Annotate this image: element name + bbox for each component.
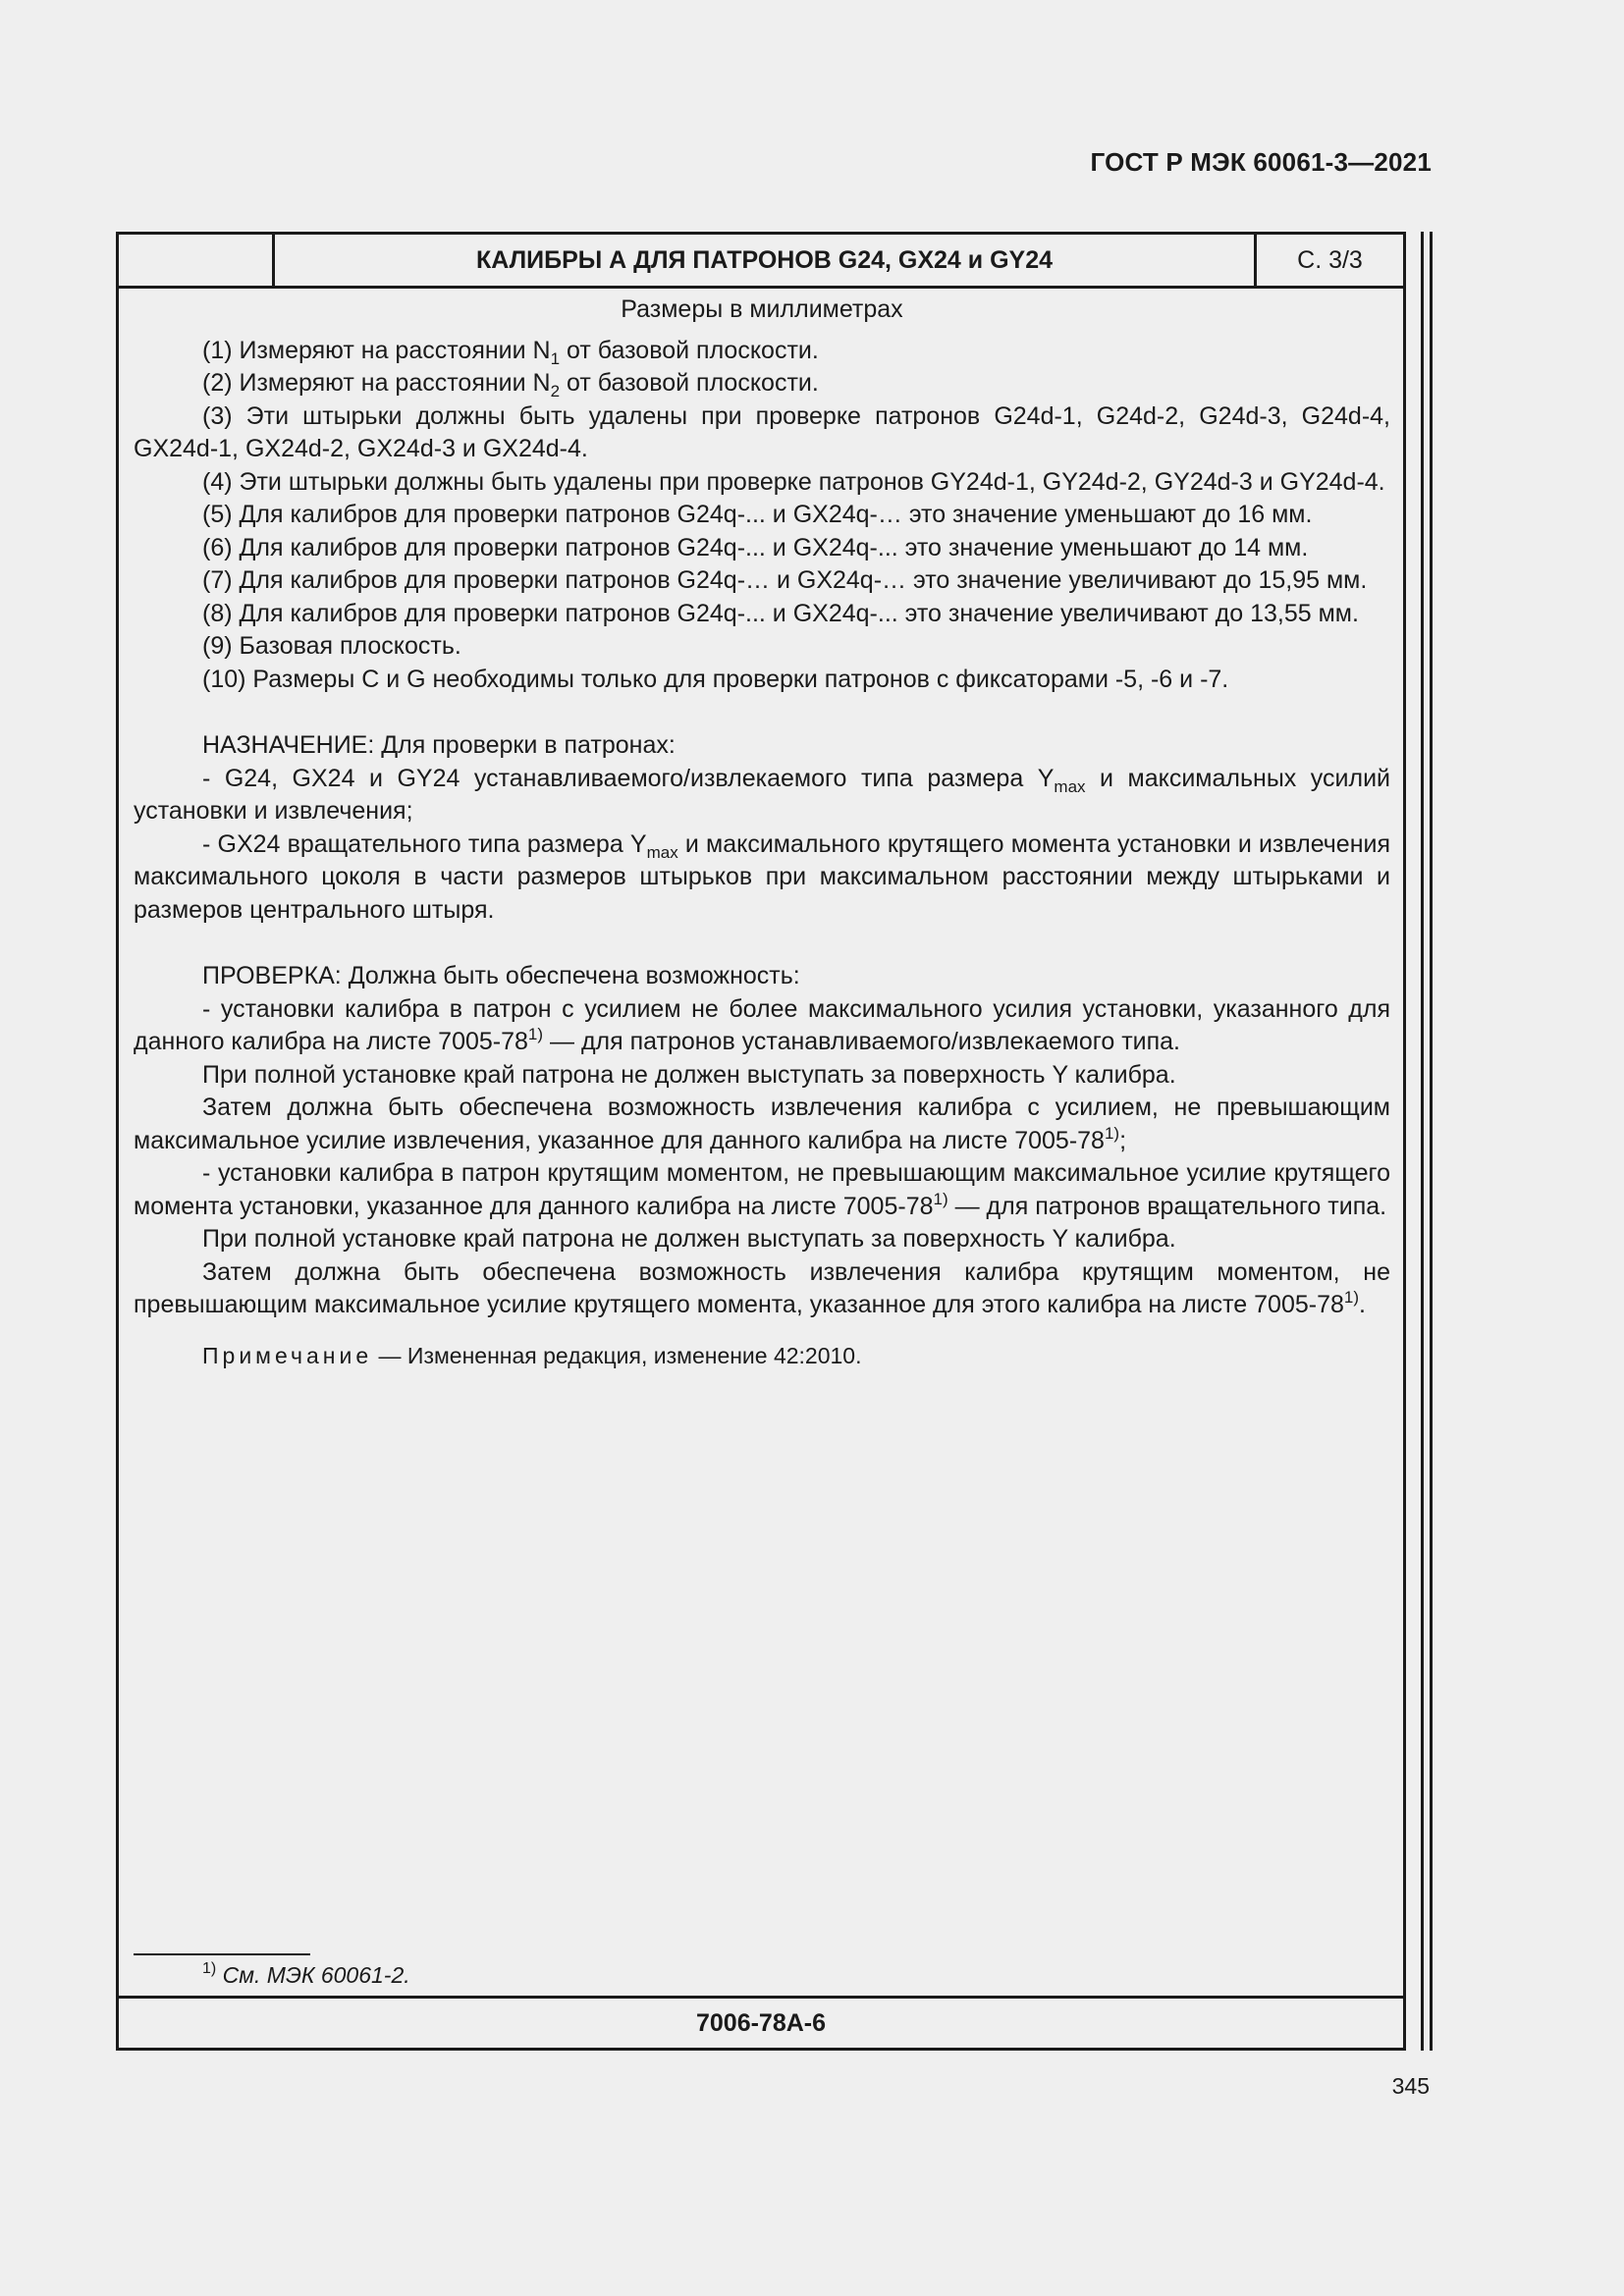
header-empty-cell	[119, 235, 275, 286]
standard-code: ГОСТ Р МЭК 60061-3—2021	[1090, 147, 1432, 177]
margin-line-1	[1421, 232, 1424, 2051]
units-note: Размеры в миллиметрах	[621, 295, 903, 323]
footnote-rule	[134, 1953, 310, 1955]
remark-text: — Измененная редакция, изменение 42:2010.	[372, 1342, 862, 1368]
sheet-code: 7006-78A-6	[119, 1996, 1403, 2048]
footnote: $^{1)}$ См. МЭК 60061-2.	[202, 1960, 410, 1988]
check-paragraph-3: Затем должна быть обеспечена возможность извлечения калибра с усилием, не превышающим максимальное усилие извлечения, указанное для данного калибра на листе 7005-78$^{1)}$;	[134, 1094, 1390, 1154]
margin-line-2	[1430, 232, 1433, 2051]
note-7: (7) Для калибров для проверки патронов G24q-… и GX24q-… это значение увеличивают до 15,95 мм.	[202, 566, 1368, 594]
check-heading: ПРОВЕРКА: Должна быть обеспечена возможность:	[202, 962, 800, 989]
sheet-page: С. 3/3	[1297, 246, 1363, 274]
note-3: (3) Эти штырьки должны быть удалены при проверке патронов G24d-1, G24d-2, G24d-3, G24d-4, GX24d-1, GX24d-2, GX24d-3 и GX24d-4.	[134, 401, 1390, 462]
check-paragraph-6: Затем должна быть обеспечена возможность извлечения калибра крутящим моментом, не превышающим максимальное усилие крутящего момента, указанное для этого калибра на листе 7005-78$^{1)}$.	[134, 1257, 1390, 1318]
page-number: 345	[1391, 2073, 1430, 2099]
note-1: (1) Измеряют на расстоянии $N_1$ от базовой плоскости.	[202, 336, 819, 368]
check-paragraph-4: - установки калибра в патрон крутящим моментом, не превышающим максимальное усилие крутящего момента установки, указанное для данного калибра на листе 7005-78$^{1)}$ — для патронов вращательного типа.	[134, 1159, 1390, 1220]
header-row	[119, 235, 1403, 289]
note-5: (5) Для калибров для проверки патронов G24q-... и GX24q-… это значение уменьшают до 16 мм.	[202, 501, 1313, 528]
remark	[134, 1340, 1390, 1373]
check-paragraph-5: При полной установке край патрона не должен выступать за поверхность Y калибра.	[202, 1225, 1176, 1253]
note-4: (4) Эти штырьки должны быть удалены при проверке патронов GY24d-1, GY24d-2, GY24d-3 и GY24d-4.	[202, 467, 1385, 496]
sheet-title: КАЛИБРЫ А ДЛЯ ПАТРОНОВ G24, GX24 и GY24	[275, 235, 1257, 286]
note-10: (10) Размеры C и G необходимы только для проверки патронов с фиксаторами -5, -6 и -7.	[202, 665, 1229, 693]
check-paragraph-1: - установки калибра в патрон с усилием не более максимального усилия установки, указанного для данного калибра на листе 7005-78$^{1)}$ — для патронов устанавливаемого/извлекаемого типа.	[134, 994, 1390, 1055]
note-9: (9) Базовая плоскость.	[202, 632, 461, 660]
sheet-frame	[116, 232, 1406, 2051]
purpose-item-2: - GX24 вращательного типа размера $Y_{max}$ и максимального крутящего момента установки и извлечения максимального цоколя в части размеров штырьков при максимальном расстоянии между штырьками и размеров центрального штыря.	[134, 829, 1391, 924]
note-6: (6) Для калибров для проверки патронов G24q-... и GX24q-... это значение уменьшают до 14 мм.	[202, 533, 1309, 561]
note-2: (2) Измеряют на расстоянии $N_2$ от базовой плоскости.	[202, 369, 819, 400]
check-paragraph-2: При полной установке край патрона не должен выступать за поверхность Y калибра.	[202, 1060, 1176, 1089]
purpose-item-1: - G24, GX24 и GY24 устанавливаемого/извлекаемого типа размера $Y_{max}$ и максимальных усилий установки и извлечения;	[134, 764, 1390, 825]
purpose-heading: НАЗНАЧЕНИЕ: Для проверки в патронах:	[202, 731, 676, 759]
remark-label: Примечание	[202, 1342, 373, 1368]
note-8: (8) Для калибров для проверки патронов G24q-... и GX24q-... это значение увеличивают до 13,55 мм.	[202, 599, 1359, 627]
sheet-body	[134, 294, 1390, 1372]
